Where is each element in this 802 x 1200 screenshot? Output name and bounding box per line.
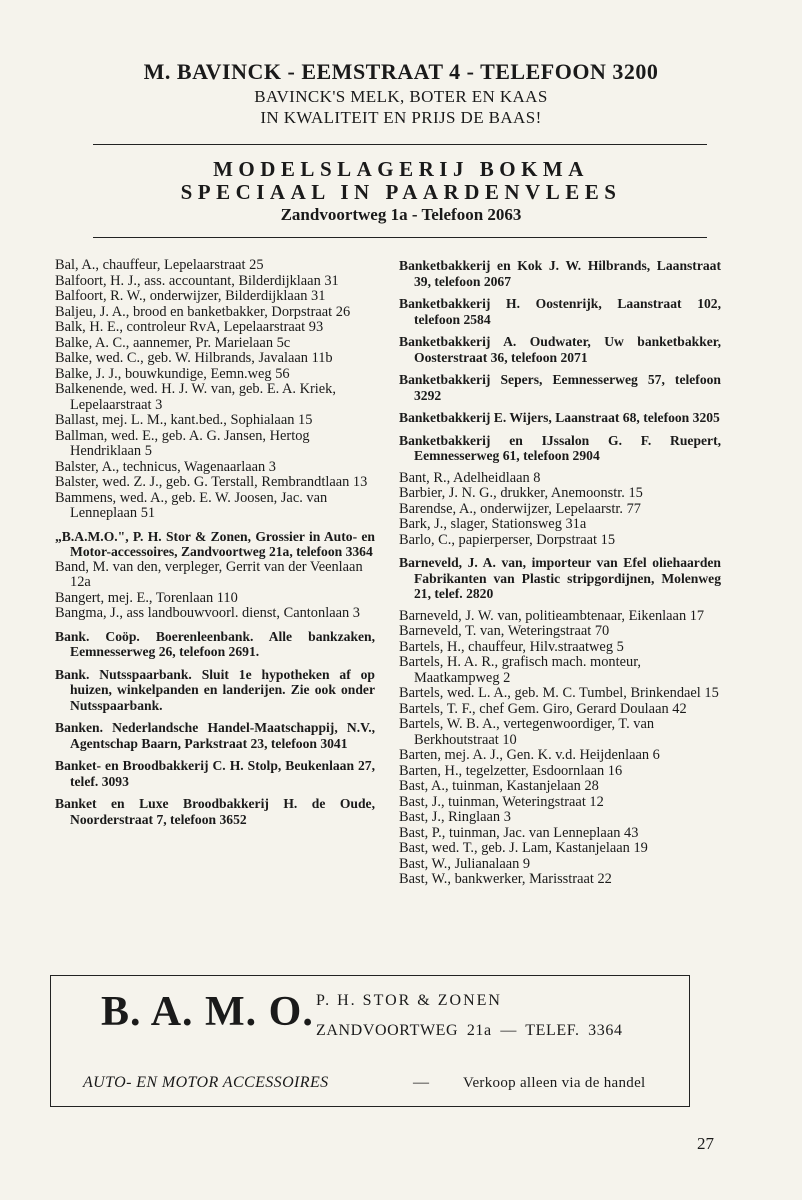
list-item: Barneveld, J. W. van, politieambtenaar, Eikenlaan 17 bbox=[399, 607, 705, 624]
list-item: Bast, W., Julianalaan 9 bbox=[399, 855, 531, 872]
list-item: Barlo, C., papierperser, Dorpstraat 15 bbox=[399, 531, 616, 548]
list-item-bold: Banket en Luxe Broodbakkerij H. de Oude, Noorderstraat 7, telefoon 3652 bbox=[55, 796, 375, 827]
list-item: Barten, H., tegelzetter, Esdoornlaan 16 bbox=[399, 762, 623, 779]
bamo-address: ZANDVOORTWEG 21a bbox=[316, 1022, 492, 1039]
bamo-address-separator: — bbox=[500, 1022, 517, 1039]
list-item: Barten, mej. A. J., Gen. K. v.d. Heijdenlaan 6 bbox=[399, 747, 660, 763]
list-item: Balkenende, wed. H. J. W. van, geb. E. A. Kriek, Lepelaarstraat 3 bbox=[55, 381, 336, 413]
list-item: Barbier, J. N. G., drukker, Anemoonstr. 15 bbox=[399, 485, 643, 501]
divider-rule bbox=[93, 237, 707, 238]
bavinck-title: M. BAVINCK - EEMSTRAAT 4 - TELEFOON 3200 bbox=[143, 59, 659, 84]
list-item: Bast, J., tuinman, Weteringstraat 12 bbox=[399, 793, 604, 810]
list-item: Bartels, wed. L. A., geb. M. C. Tumbel, Brinkendael 15 bbox=[399, 685, 719, 701]
bokma-title: MODELSLAGERIJ BOKMA bbox=[213, 157, 589, 181]
list-item: Bartels, W. B. A., vertegenwoordiger, T. van Berkhoutstraat 10 bbox=[399, 716, 655, 748]
list-item: Bast, W., bankwerker, Marisstraat 22 bbox=[399, 871, 612, 887]
list-item: Bant, R., Adelheidlaan 8 bbox=[399, 469, 541, 486]
bamo-firm: P. H. STOR & ZONEN bbox=[316, 992, 502, 1009]
bavinck-slogan-1: BAVINCK'S MELK, BOTER EN KAAS bbox=[254, 87, 548, 106]
list-item: Bartels, H., chauffeur, Hilv.straatweg 5 bbox=[399, 638, 624, 655]
list-item-bold: Banketbakkerij en IJssalon G. F. Ruepert, Eemnesserweg 61, telefoon 2904 bbox=[399, 432, 721, 463]
bavinck-advertisement bbox=[0, 58, 802, 128]
left-directory-column bbox=[55, 258, 375, 827]
list-item: Bammens, wed. A., geb. E. W. Joosen, Jac. van Lenneplaan 51 bbox=[55, 489, 328, 521]
divider-rule bbox=[93, 144, 707, 145]
bokma-advertisement bbox=[0, 158, 802, 226]
list-item: Baljeu, J. A., brood en banketbakker, Dorpstraat 26 bbox=[55, 303, 351, 320]
list-item: Balke, wed. C., geb. W. Hilbrands, Javalaan 11b bbox=[55, 350, 333, 366]
bokma-address: Zandvoortweg 1a - Telefoon 2063 bbox=[280, 205, 522, 224]
list-item: Balke, A. C., aannemer, Pr. Marielaan 5c bbox=[55, 334, 291, 351]
list-item: Bangert, mej. E., Torenlaan 110 bbox=[55, 589, 238, 606]
bokma-specialty: SPECIAAL IN PAARDENVLEES bbox=[180, 180, 622, 204]
page-number: 27 bbox=[697, 1134, 714, 1153]
list-item-bold: Barneveld, J. A. van, importeur van Efel oliehaarden Fabrikanten van Plastic stripgordijnen, Molenweg 21, telef. 2820 bbox=[399, 555, 721, 601]
list-item: Band, M. van den, verpleger, Gerrit van der Veenlaan 12a bbox=[55, 558, 363, 590]
list-item-bold: Banketbakkerij en Kok J. W. Hilbrands, Laanstraat 39, telefoon 2067 bbox=[399, 258, 721, 289]
right-directory-column bbox=[399, 258, 721, 888]
list-item-bold: Banken. Nederlandsche Handel-Maatschappij, N.V., Agentschap Baarn, Parkstraat 23, telefoon 3041 bbox=[55, 720, 375, 751]
list-item: Bark, J., slager, Stationsweg 31a bbox=[399, 516, 587, 532]
list-item-bold: „B.A.M.O.", P. H. Stor & Zonen, Grossier in Auto- en Motor-accessoires, Zandvoortweg 21a, telefoon 3364 bbox=[55, 528, 375, 559]
list-item: Ballman, wed. E., geb. A. G. Jansen, Hertog Hendriklaan 5 bbox=[55, 427, 310, 459]
list-item: Barendse, A., onderwijzer, Lepelaarstr. 77 bbox=[399, 500, 641, 517]
list-item: Bast, J., Ringlaan 3 bbox=[399, 809, 511, 825]
list-item: Bal, A., chauffeur, Lepelaarstraat 25 bbox=[55, 257, 264, 273]
bamo-name: B. A. M. O. bbox=[101, 989, 314, 1035]
list-item: Bartels, H. A. R., grafisch mach. monteur, Maatkampweg 2 bbox=[399, 654, 642, 686]
bamo-tagline-separator: — bbox=[413, 1074, 429, 1091]
bamo-advertisement-box bbox=[50, 975, 690, 1107]
list-item: Bartels, T. F., chef Gem. Giro, Gerard Doulaan 42 bbox=[399, 700, 687, 717]
list-item-bold: Banketbakkerij Sepers, Eemnesserweg 57, telefoon 3292 bbox=[399, 372, 721, 403]
list-item: Balster, A., technicus, Wagenaarlaan 3 bbox=[55, 458, 276, 475]
list-item: Ballast, mej. L. M., kant.bed., Sophialaan 15 bbox=[55, 412, 313, 428]
list-item: Balke, J. J., bouwkundige, Eemn.weg 56 bbox=[55, 365, 290, 382]
list-item: Bangma, J., ass landbouwvoorl. dienst, Cantonlaan 3 bbox=[55, 605, 360, 621]
list-item: Balk, H. E., controleur RvA, Lepelaarstraat 93 bbox=[55, 319, 324, 335]
bamo-tagline: AUTO- EN MOTOR ACCESSOIRES bbox=[83, 1074, 329, 1091]
list-item-bold: Banket- en Broodbakkerij C. H. Stolp, Beukenlaan 27, telef. 3093 bbox=[55, 758, 375, 789]
bavinck-slogan-2: IN KWALITEIT EN PRIJS DE BAAS! bbox=[260, 108, 542, 127]
list-item-bold: Bank. Nutsspaarbank. Sluit 1e hypotheken af op huizen, winkelpanden en landerijen. Zie ook onder Nutsspaarbank. bbox=[55, 666, 375, 713]
list-item: Balster, wed. Z. J., geb. G. Terstall, Rembrandtlaan 13 bbox=[55, 474, 368, 490]
list-item-bold: Banketbakkerij A. Oudwater, Uw banketbakker, Oosterstraat 36, telefoon 2071 bbox=[399, 334, 721, 365]
list-item-bold: Banketbakkerij E. Wijers, Laanstraat 68, telefoon 3205 bbox=[399, 410, 720, 425]
list-item-bold: Banketbakkerij H. Oostenrijk, Laanstraat 102, telefoon 2584 bbox=[399, 296, 721, 327]
bamo-note: Verkoop alleen via de handel bbox=[463, 1075, 646, 1091]
list-item: Balfoort, H. J., ass. accountant, Bilderdijklaan 31 bbox=[55, 272, 339, 289]
list-item: Bast, A., tuinman, Kastanjelaan 28 bbox=[399, 778, 599, 794]
list-item-bold: Bank. Coöp. Boerenleenbank. Alle bankzaken, Eemnesserweg 26, telefoon 2691. bbox=[55, 628, 375, 659]
list-item: Barneveld, T. van, Weteringstraat 70 bbox=[399, 623, 610, 639]
list-item: Bast, wed. T., geb. J. Lam, Kastanjelaan 19 bbox=[399, 840, 648, 856]
bamo-phone: TELEF. 3364 bbox=[525, 1022, 623, 1039]
list-item: Bast, P., tuinman, Jac. van Lenneplaan 43 bbox=[399, 824, 639, 841]
bamo-address-line bbox=[316, 1022, 623, 1040]
list-item: Balfoort, R. W., onderwijzer, Bilderdijklaan 31 bbox=[55, 288, 326, 304]
